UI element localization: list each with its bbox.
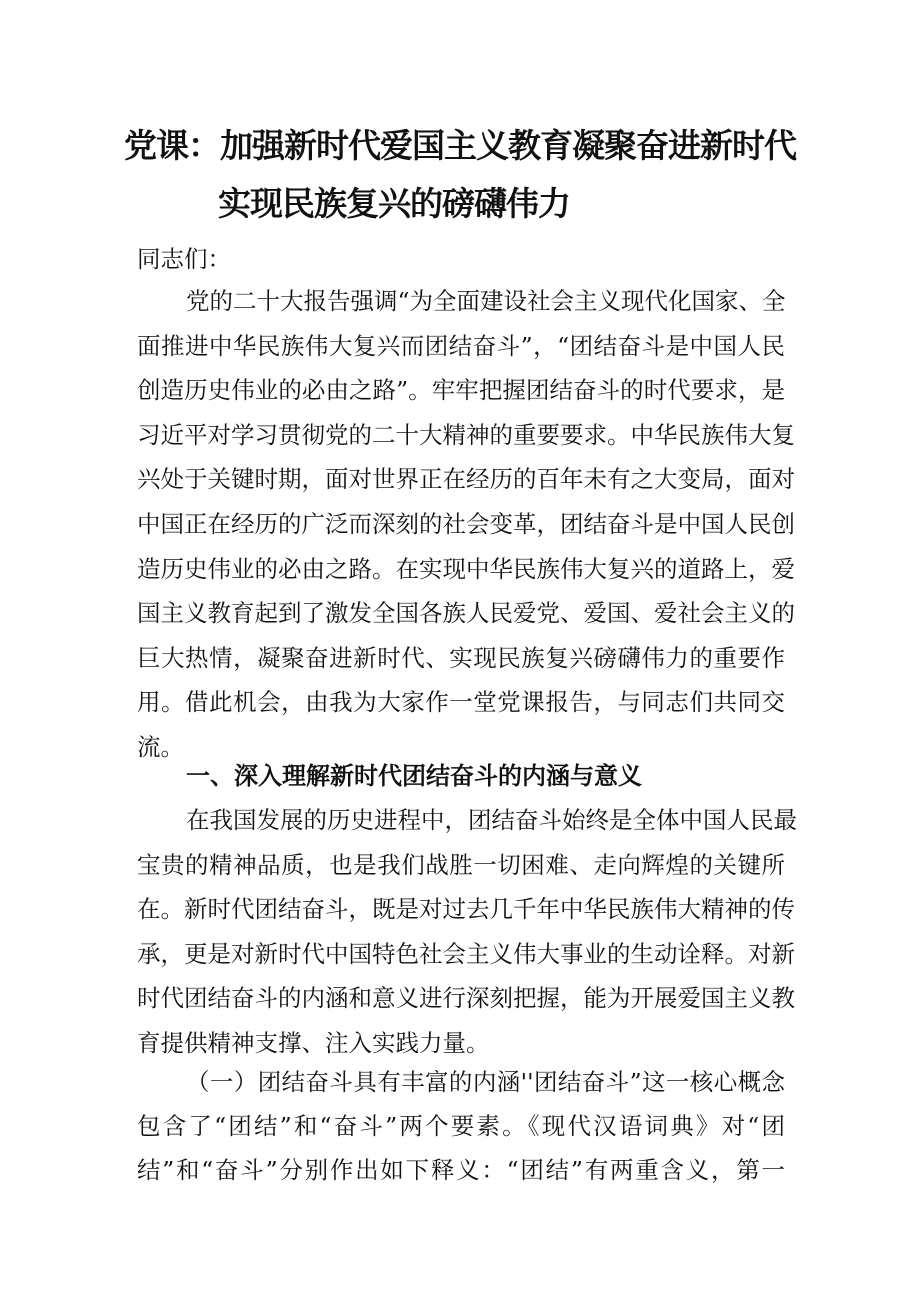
paragraph-line: 党的二十大报告强调“为全面建设社会主义现代化国家、全 — [186, 287, 786, 315]
paragraph-line: 结”和“奋斗”分别作出如下释义：“团结”有两重含义，第一 — [137, 1156, 785, 1184]
paragraph-line: 习近平对学习贯彻党的二十大精神的重要要求。中华民族伟大复 — [137, 420, 795, 449]
paragraph-line: 巨大热情，凝聚奋进新时代、实现民族复兴磅礴伟力的重要作 — [137, 643, 785, 672]
paragraph-line: 中国正在经历的广泛而深刻的社会变革，团结奋斗是中国人民创 — [137, 510, 795, 538]
paragraph-line: 承，更是对新时代中国特色社会主义伟大事业的生动诠释。对新 — [137, 939, 795, 968]
document-title-line-2: 实现民族复兴的磅礴伟力 — [218, 184, 570, 223]
paragraph-line: 育提供精神支撑、注入实践力量。 — [137, 1029, 490, 1057]
section-1-heading: 一、深入理解新时代团结奋斗的内涵与意义 — [186, 762, 642, 790]
paragraph-line: 创造历史伟业的必由之路”。牢牢把握团结奋斗的时代要求，是 — [137, 376, 785, 405]
paragraph-line: 包含了“团结”和“奋斗”两个要素。《现代汉语词典》对“团 — [137, 1112, 785, 1140]
paragraph-line: 在我国发展的历史进程中，团结奋斗始终是全体中国人民最 — [186, 806, 797, 834]
paragraph-line: 兴处于关键时期，面对世界正在经历的百年未有之大变局，面对 — [137, 465, 795, 494]
paragraph-line: 流。 — [137, 733, 184, 761]
salutation: 同志们： — [137, 245, 231, 273]
paragraph-line: （一）团结奋斗具有丰富的内涵''团结奋斗”这一核心概念 — [186, 1068, 785, 1096]
paragraph-line: 面推进中华民族伟大复兴而团结奋斗”，“团结奋斗是中国人民 — [137, 331, 785, 360]
paragraph-line: 在。新时代团结奋斗，既是对过去几千年中华民族伟大精神的传 — [137, 895, 795, 924]
paragraph-line: 国主义教育起到了激发全国各族人民爱党、爱国、爱社会主义的 — [137, 599, 795, 628]
paragraph-line: 时代团结奋斗的内涵和意义进行深刻把握，能为开展爱国主义教 — [137, 984, 795, 1013]
paragraph-line: 用。借此机会，由我为大家作一堂党课报告，与同志们共同交 — [137, 688, 785, 717]
document-title-line-1: 党课：加强新时代爱国主义教育凝聚奋进新时代 — [124, 126, 796, 165]
paragraph-line: 宝贵的精神品质，也是我们战胜一切困难、走向辉煌的关键所 — [137, 850, 785, 879]
paragraph-line: 造历史伟业的必由之路。在实现中华民族伟大复兴的道路上，爱 — [137, 554, 795, 583]
